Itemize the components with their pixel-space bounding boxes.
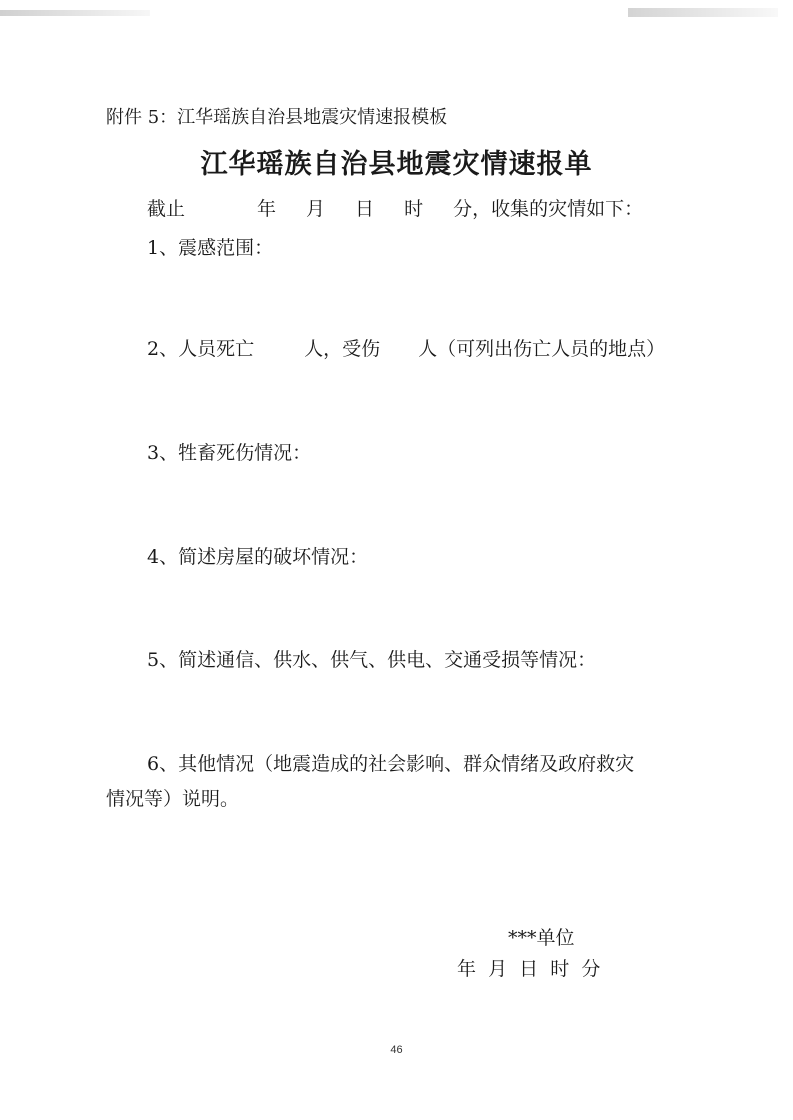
item-2 [147,337,665,361]
intro-month: 月 [306,198,326,220]
attachment-label: 附件 5：江华瑶族自治县地震灾情速报模板 [106,107,448,128]
item-4: 4、简述房屋的破坏情况： [147,546,369,568]
intro-day: 日 [355,198,375,220]
item-2-deaths: 2、人员死亡 [147,338,255,360]
scan-artifact [0,10,150,16]
intro-hour: 时 [404,198,424,220]
signature-unit: ***单位 [508,927,575,949]
item-6-line-2: 情况等）说明。 [106,788,240,810]
intro-prefix: 截止 [147,198,186,220]
intro-line [147,197,643,221]
item-5: 5、简述通信、供水、供气、供电、交通受损等情况： [147,649,597,671]
signature-date: 年 月 日 时 分 [457,958,601,980]
page-number: 46 [390,1044,403,1056]
item-1: 1、震感范围： [147,237,274,259]
scan-artifact [628,8,778,17]
intro-year: 年 [257,198,277,220]
item-2-note: 人（可列出伤亡人员的地点） [418,338,666,360]
intro-minute: 分，收集的灾情如下： [453,198,644,220]
document-title: 江华瑶族自治县地震灾情速报单 [200,149,593,180]
item-2-injured: 人，受伤 [304,338,381,360]
item-6-line-1: 6、其他情况（地震造成的社会影响、群众情绪及政府救灾 [147,753,635,775]
item-3: 3、牲畜死伤情况： [147,442,312,464]
